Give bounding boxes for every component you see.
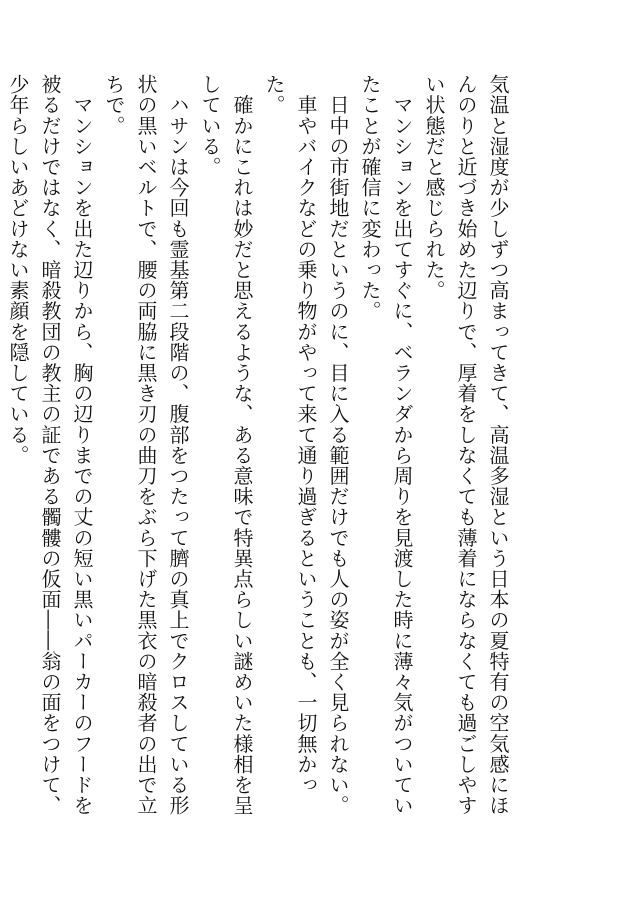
paragraph-6: ハサンは今回も霊基第二段階の、腹部をつたって臍の真上でクロスしている形状の黒いベルトで、腰の両脇に黒き刃の曲刀をぶら下げた黒衣の暗殺者の出で立ちで。 bbox=[102, 74, 190, 816]
paragraph-7: マンションを出た辺りから、胸の辺りまでの丈の短い黒いパーカーのフードを被るだけではなく、暗殺教団の教主の証である髑髏の仮面――翁の面をつけて、少年らしいあどけない素顔を隠している。 bbox=[6, 74, 94, 816]
paragraph-5: 確かにこれは妙だと思えるような、ある意味で特異点らしい謎めいた様相を呈している。 bbox=[198, 74, 254, 816]
paragraph-4: 車やバイクなどの乗り物がやって来て通り過ぎるということも、一切無かった。 bbox=[262, 74, 318, 795]
paragraph-2: マンションを出てすぐに、ベランダから周りを見渡した時に薄々気がついていたことが確信に変わった。 bbox=[358, 74, 414, 816]
vertical-text-body bbox=[6, 74, 514, 834]
paragraph-3: 日中の市街地だというのに、目に入る範囲だけでも人の姿が全く見られない。 bbox=[326, 74, 350, 816]
paragraph-1: 気温と湿度が少しずつ高まってきて、高温多湿という日本の夏特有の空気感にほんのりと近づき始めた辺りで、厚着をしなくても薄着にならなくても過ごしやすい状態だと感じられた。 bbox=[422, 74, 510, 816]
